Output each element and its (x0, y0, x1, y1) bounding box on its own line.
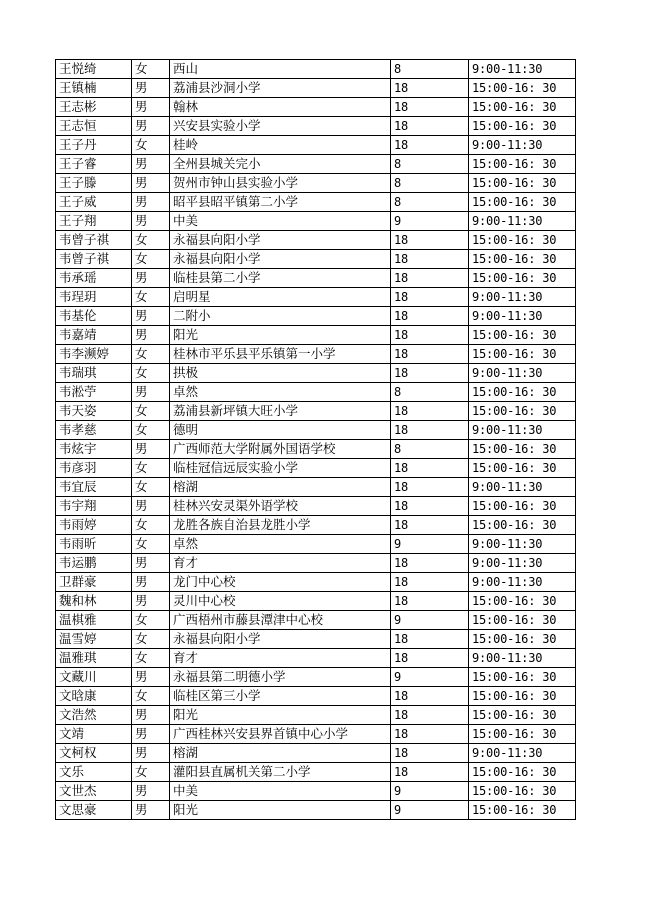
age-cell: 18 (391, 706, 469, 725)
gender-cell: 男 (132, 79, 170, 98)
school-cell: 育才 (170, 649, 391, 668)
age-cell: 18 (391, 478, 469, 497)
student-name-cell: 韦淞苧 (56, 383, 132, 402)
student-name-cell: 文乐 (56, 763, 132, 782)
gender-cell: 男 (132, 782, 170, 801)
student-name-cell: 王志彬 (56, 98, 132, 117)
gender-cell: 男 (132, 117, 170, 136)
gender-cell: 男 (132, 706, 170, 725)
school-cell: 翰林 (170, 98, 391, 117)
time-slot-cell: 15:00-16: 30 (469, 687, 576, 706)
table-row (56, 269, 576, 288)
table-row (56, 250, 576, 269)
table-row (56, 117, 576, 136)
gender-cell: 女 (132, 763, 170, 782)
age-cell: 18 (391, 725, 469, 744)
school-cell: 德明 (170, 421, 391, 440)
student-name-cell: 韦彦羽 (56, 459, 132, 478)
school-cell: 龙胜各族自治县龙胜小学 (170, 516, 391, 535)
student-name-cell: 韦宇翔 (56, 497, 132, 516)
student-name-cell: 韦珵玥 (56, 288, 132, 307)
school-cell: 二附小 (170, 307, 391, 326)
time-slot-cell: 15:00-16: 30 (469, 117, 576, 136)
student-name-cell: 文柯权 (56, 744, 132, 763)
school-cell: 卓然 (170, 535, 391, 554)
time-slot-cell: 15:00-16: 30 (469, 98, 576, 117)
age-cell: 9 (391, 668, 469, 687)
table-row (56, 592, 576, 611)
school-cell: 灌阳县直属机关第二小学 (170, 763, 391, 782)
student-name-cell: 文世杰 (56, 782, 132, 801)
time-slot-cell: 9:00-11:30 (469, 554, 576, 573)
time-slot-cell: 15:00-16: 30 (469, 516, 576, 535)
age-cell: 8 (391, 440, 469, 459)
time-slot-cell: 15:00-16: 30 (469, 592, 576, 611)
gender-cell: 男 (132, 326, 170, 345)
school-cell: 桂岭 (170, 136, 391, 155)
time-slot-cell: 9:00-11:30 (469, 744, 576, 763)
gender-cell: 男 (132, 725, 170, 744)
table-row (56, 573, 576, 592)
school-cell: 永福县向阳小学 (170, 250, 391, 269)
table-row (56, 402, 576, 421)
table-row (56, 440, 576, 459)
student-name-cell: 王子睿 (56, 155, 132, 174)
student-name-cell: 王子滕 (56, 174, 132, 193)
student-name-cell: 温雪婷 (56, 630, 132, 649)
table-row (56, 497, 576, 516)
time-slot-cell: 15:00-16: 30 (469, 630, 576, 649)
time-slot-cell: 15:00-16: 30 (469, 459, 576, 478)
school-cell: 阳光 (170, 706, 391, 725)
student-name-cell: 韦嘉靖 (56, 326, 132, 345)
age-cell: 18 (391, 117, 469, 136)
table-row (56, 782, 576, 801)
table-row (56, 516, 576, 535)
table-row (56, 421, 576, 440)
table-row (56, 630, 576, 649)
age-cell: 8 (391, 155, 469, 174)
time-slot-cell: 15:00-16: 30 (469, 440, 576, 459)
student-name-cell: 韦孝慈 (56, 421, 132, 440)
table-row (56, 231, 576, 250)
time-slot-cell: 15:00-16: 30 (469, 231, 576, 250)
age-cell: 8 (391, 60, 469, 79)
gender-cell: 女 (132, 60, 170, 79)
school-cell: 临桂县第二小学 (170, 269, 391, 288)
gender-cell: 女 (132, 478, 170, 497)
time-slot-cell: 15:00-16: 30 (469, 763, 576, 782)
gender-cell: 男 (132, 497, 170, 516)
age-cell: 9 (391, 782, 469, 801)
table-row (56, 611, 576, 630)
student-name-cell: 王悦绮 (56, 60, 132, 79)
time-slot-cell: 9:00-11:30 (469, 535, 576, 554)
time-slot-cell: 15:00-16: 30 (469, 383, 576, 402)
time-slot-cell: 15:00-16: 30 (469, 250, 576, 269)
age-cell: 18 (391, 516, 469, 535)
roster-table (55, 59, 576, 820)
age-cell: 18 (391, 421, 469, 440)
gender-cell: 女 (132, 231, 170, 250)
school-cell: 桂林兴安灵渠外语学校 (170, 497, 391, 516)
school-cell: 拱极 (170, 364, 391, 383)
school-cell: 广西师范大学附属外国语学校 (170, 440, 391, 459)
table-row (56, 288, 576, 307)
table-row (56, 193, 576, 212)
student-name-cell: 文浩然 (56, 706, 132, 725)
age-cell: 8 (391, 383, 469, 402)
school-cell: 育才 (170, 554, 391, 573)
time-slot-cell: 9:00-11:30 (469, 364, 576, 383)
time-slot-cell: 15:00-16: 30 (469, 79, 576, 98)
school-cell: 贺州市钟山县实验小学 (170, 174, 391, 193)
student-name-cell: 韦曾子祺 (56, 250, 132, 269)
student-name-cell: 魏和林 (56, 592, 132, 611)
age-cell: 18 (391, 326, 469, 345)
student-name-cell: 温雅琪 (56, 649, 132, 668)
time-slot-cell: 15:00-16: 30 (469, 801, 576, 820)
school-cell: 兴安县实验小学 (170, 117, 391, 136)
table-row (56, 212, 576, 231)
school-cell: 永福县第二明德小学 (170, 668, 391, 687)
table-row (56, 706, 576, 725)
gender-cell: 男 (132, 193, 170, 212)
school-cell: 全州县城关完小 (170, 155, 391, 174)
age-cell: 18 (391, 345, 469, 364)
age-cell: 18 (391, 763, 469, 782)
time-slot-cell: 15:00-16: 30 (469, 345, 576, 364)
age-cell: 18 (391, 554, 469, 573)
time-slot-cell: 15:00-16: 30 (469, 155, 576, 174)
age-cell: 18 (391, 630, 469, 649)
age-cell: 9 (391, 611, 469, 630)
table-row (56, 307, 576, 326)
student-name-cell: 温棋雅 (56, 611, 132, 630)
time-slot-cell: 15:00-16: 30 (469, 402, 576, 421)
table-row (56, 174, 576, 193)
gender-cell: 男 (132, 174, 170, 193)
student-name-cell: 王子丹 (56, 136, 132, 155)
student-name-cell: 文思豪 (56, 801, 132, 820)
age-cell: 8 (391, 174, 469, 193)
age-cell: 18 (391, 497, 469, 516)
time-slot-cell: 9:00-11:30 (469, 60, 576, 79)
age-cell: 18 (391, 288, 469, 307)
table-row (56, 725, 576, 744)
student-name-cell: 韦曾子祺 (56, 231, 132, 250)
table-row (56, 763, 576, 782)
school-cell: 阳光 (170, 326, 391, 345)
school-cell: 灵川中心校 (170, 592, 391, 611)
age-cell: 18 (391, 231, 469, 250)
student-name-cell: 韦宜辰 (56, 478, 132, 497)
gender-cell: 女 (132, 364, 170, 383)
age-cell: 18 (391, 307, 469, 326)
time-slot-cell: 15:00-16: 30 (469, 611, 576, 630)
gender-cell: 男 (132, 440, 170, 459)
time-slot-cell: 15:00-16: 30 (469, 326, 576, 345)
gender-cell: 男 (132, 155, 170, 174)
table-row (56, 136, 576, 155)
age-cell: 18 (391, 136, 469, 155)
school-cell: 荔浦县新坪镇大旺小学 (170, 402, 391, 421)
table-row (56, 459, 576, 478)
time-slot-cell: 9:00-11:30 (469, 649, 576, 668)
table-row (56, 155, 576, 174)
table-row (56, 554, 576, 573)
gender-cell: 女 (132, 459, 170, 478)
school-cell: 广西梧州市藤县潭津中心校 (170, 611, 391, 630)
time-slot-cell: 9:00-11:30 (469, 136, 576, 155)
gender-cell: 男 (132, 307, 170, 326)
gender-cell: 女 (132, 402, 170, 421)
student-name-cell: 王志恒 (56, 117, 132, 136)
time-slot-cell: 15:00-16: 30 (469, 706, 576, 725)
table-row (56, 98, 576, 117)
table-row (56, 535, 576, 554)
gender-cell: 男 (132, 801, 170, 820)
school-cell: 榕湖 (170, 478, 391, 497)
student-name-cell: 王镇楠 (56, 79, 132, 98)
student-name-cell: 韦天姿 (56, 402, 132, 421)
student-name-cell: 文藏川 (56, 668, 132, 687)
school-cell: 中美 (170, 212, 391, 231)
gender-cell: 女 (132, 535, 170, 554)
school-cell: 临桂冠信远辰实验小学 (170, 459, 391, 478)
gender-cell: 女 (132, 687, 170, 706)
time-slot-cell: 15:00-16: 30 (469, 725, 576, 744)
school-cell: 永福县向阳小学 (170, 231, 391, 250)
age-cell: 18 (391, 79, 469, 98)
age-cell: 8 (391, 193, 469, 212)
time-slot-cell: 15:00-16: 30 (469, 193, 576, 212)
age-cell: 18 (391, 744, 469, 763)
age-cell: 18 (391, 687, 469, 706)
time-slot-cell: 15:00-16: 30 (469, 269, 576, 288)
gender-cell: 男 (132, 98, 170, 117)
student-name-cell: 王子威 (56, 193, 132, 212)
table-row (56, 345, 576, 364)
age-cell: 18 (391, 269, 469, 288)
roster-body (56, 60, 576, 820)
school-cell: 临桂区第三小学 (170, 687, 391, 706)
table-row (56, 478, 576, 497)
table-row (56, 649, 576, 668)
gender-cell: 男 (132, 744, 170, 763)
student-name-cell: 文靖 (56, 725, 132, 744)
time-slot-cell: 15:00-16: 30 (469, 174, 576, 193)
time-slot-cell: 9:00-11:30 (469, 421, 576, 440)
table-row (56, 60, 576, 79)
student-name-cell: 韦承瑶 (56, 269, 132, 288)
age-cell: 18 (391, 573, 469, 592)
gender-cell: 男 (132, 212, 170, 231)
school-cell: 阳光 (170, 801, 391, 820)
school-cell: 永福县向阳小学 (170, 630, 391, 649)
gender-cell: 女 (132, 136, 170, 155)
gender-cell: 女 (132, 611, 170, 630)
student-name-cell: 韦基伦 (56, 307, 132, 326)
school-cell: 启明星 (170, 288, 391, 307)
time-slot-cell: 9:00-11:30 (469, 573, 576, 592)
school-cell: 昭平县昭平镇第二小学 (170, 193, 391, 212)
school-cell: 桂林市平乐县平乐镇第一小学 (170, 345, 391, 364)
age-cell: 9 (391, 535, 469, 554)
time-slot-cell: 9:00-11:30 (469, 307, 576, 326)
student-name-cell: 韦瑞琪 (56, 364, 132, 383)
age-cell: 18 (391, 459, 469, 478)
gender-cell: 女 (132, 345, 170, 364)
time-slot-cell: 15:00-16: 30 (469, 668, 576, 687)
student-name-cell: 韦雨婷 (56, 516, 132, 535)
gender-cell: 女 (132, 516, 170, 535)
table-row (56, 668, 576, 687)
student-name-cell: 韦李濒婷 (56, 345, 132, 364)
table-row (56, 801, 576, 820)
school-cell: 龙门中心校 (170, 573, 391, 592)
school-cell: 广西桂林兴安县界首镇中心小学 (170, 725, 391, 744)
table-row (56, 79, 576, 98)
gender-cell: 男 (132, 592, 170, 611)
age-cell: 18 (391, 250, 469, 269)
table-row (56, 326, 576, 345)
gender-cell: 女 (132, 649, 170, 668)
gender-cell: 男 (132, 269, 170, 288)
table-row (56, 383, 576, 402)
student-name-cell: 王子翔 (56, 212, 132, 231)
age-cell: 18 (391, 402, 469, 421)
age-cell: 18 (391, 98, 469, 117)
school-cell: 榕湖 (170, 744, 391, 763)
time-slot-cell: 9:00-11:30 (469, 478, 576, 497)
time-slot-cell: 15:00-16: 30 (469, 782, 576, 801)
gender-cell: 男 (132, 573, 170, 592)
age-cell: 18 (391, 364, 469, 383)
time-slot-cell: 9:00-11:30 (469, 212, 576, 231)
gender-cell: 男 (132, 668, 170, 687)
table-row (56, 744, 576, 763)
gender-cell: 男 (132, 383, 170, 402)
student-name-cell: 韦炫宇 (56, 440, 132, 459)
age-cell: 9 (391, 801, 469, 820)
school-cell: 西山 (170, 60, 391, 79)
age-cell: 18 (391, 649, 469, 668)
gender-cell: 女 (132, 288, 170, 307)
table-row (56, 364, 576, 383)
roster-sheet (55, 59, 575, 820)
age-cell: 18 (391, 592, 469, 611)
time-slot-cell: 15:00-16: 30 (469, 497, 576, 516)
student-name-cell: 文晗康 (56, 687, 132, 706)
school-cell: 荔浦县沙洞小学 (170, 79, 391, 98)
student-name-cell: 韦运鹏 (56, 554, 132, 573)
time-slot-cell: 9:00-11:30 (469, 288, 576, 307)
gender-cell: 女 (132, 250, 170, 269)
student-name-cell: 卫群豪 (56, 573, 132, 592)
student-name-cell: 韦雨昕 (56, 535, 132, 554)
school-cell: 中美 (170, 782, 391, 801)
school-cell: 卓然 (170, 383, 391, 402)
gender-cell: 女 (132, 630, 170, 649)
gender-cell: 女 (132, 421, 170, 440)
table-row (56, 687, 576, 706)
age-cell: 9 (391, 212, 469, 231)
gender-cell: 男 (132, 554, 170, 573)
